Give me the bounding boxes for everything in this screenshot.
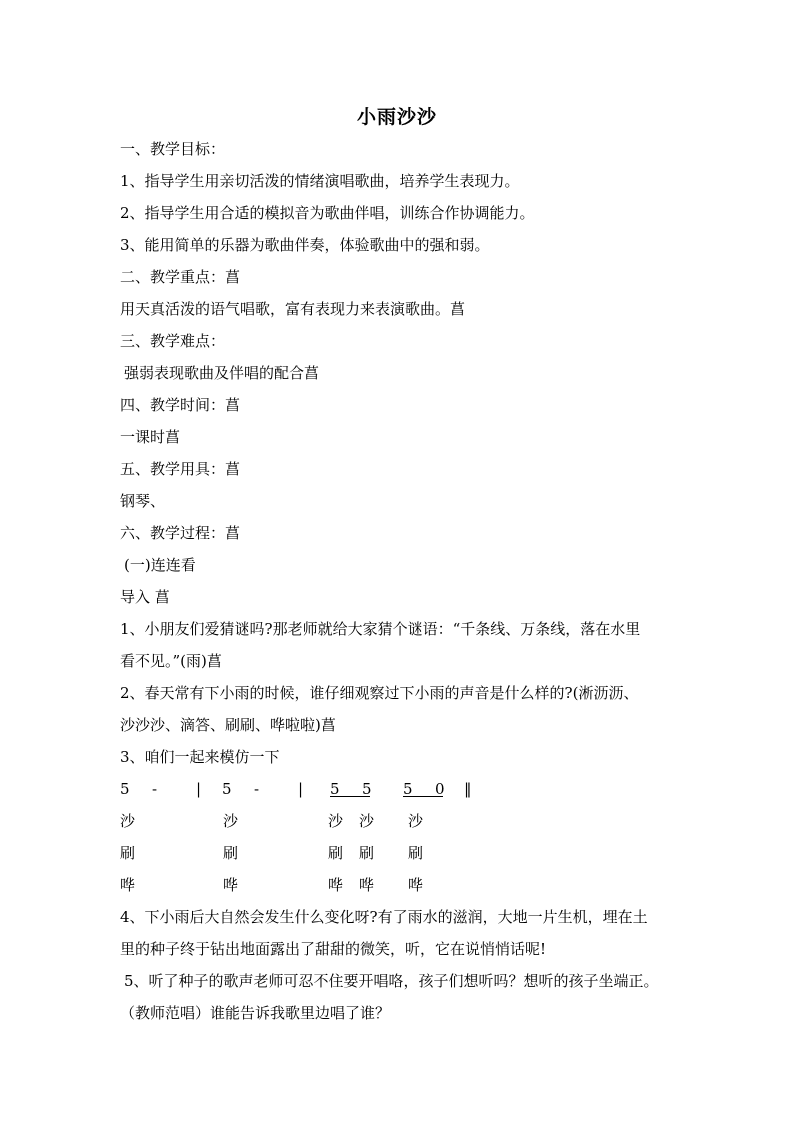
goal-item-2: 2、指导学生用合适的模拟音为歌曲伴唱，训练合作协调能力。 bbox=[120, 204, 535, 222]
lyric: 沙 bbox=[328, 812, 344, 830]
lyric: 沙 bbox=[408, 812, 424, 830]
time-text: 一课时菖 bbox=[120, 428, 181, 446]
lyric: 刷 bbox=[408, 844, 424, 862]
section-heading-process: 六、教学过程：菖 bbox=[120, 524, 241, 542]
note: 0 bbox=[435, 780, 445, 798]
goal-item-3: 3、能用简单的乐器为歌曲伴奏，体验歌曲中的强和弱。 bbox=[120, 236, 490, 254]
lyric: 哗 bbox=[408, 876, 424, 894]
note: 5 bbox=[222, 780, 232, 798]
lyric: 哗 bbox=[120, 876, 136, 894]
lyric: 沙 bbox=[359, 812, 375, 830]
lyric: 刷 bbox=[120, 844, 136, 862]
end-barline: ‖ bbox=[464, 780, 472, 798]
lyric: 哗 bbox=[328, 876, 344, 894]
goal-item-1: 1、指导学生用亲切活泼的情绪演唱歌曲，培养学生表现力。 bbox=[120, 172, 520, 190]
intro-label: 导入 菖 bbox=[120, 588, 170, 606]
process-step-2-line-2: 沙沙沙、滴答、刷刷、哗啦啦)菖 bbox=[120, 716, 336, 734]
note: - bbox=[152, 780, 158, 798]
lyric: 哗 bbox=[223, 876, 239, 894]
process-step-1-line-1: 1、小朋友们爱猜谜吗?那老师就给大家猜个谜语：“千条线、万条线，落在水里 bbox=[120, 620, 641, 638]
section-heading-tools: 五、教学用具：菖 bbox=[120, 460, 241, 478]
lyric: 刷 bbox=[223, 844, 239, 862]
tools-text: 钢琴、 bbox=[120, 492, 166, 510]
note: - bbox=[254, 780, 260, 798]
lyric-row-shua bbox=[120, 843, 680, 863]
section-heading-goals: 一、教学目标： bbox=[120, 140, 226, 158]
process-step-4-line-2: 里的种子终于钻出地面露出了甜甜的微笑，听，它在说悄悄话呢! bbox=[120, 940, 547, 958]
lyric-row-sha bbox=[120, 811, 680, 831]
barline: | bbox=[196, 780, 202, 798]
process-step-5-line-2: （教师范唱）谁能告诉我歌里边唱了谁？ bbox=[120, 1004, 391, 1022]
lyric: 刷 bbox=[328, 844, 344, 862]
lyric: 刷 bbox=[359, 844, 375, 862]
barline: | bbox=[298, 780, 304, 798]
section-heading-difficulty: 三、教学难点： bbox=[120, 332, 226, 350]
note-underlined bbox=[403, 779, 443, 797]
focus-text: 用天真活泼的语气唱歌，富有表现力来表演歌曲。菖 bbox=[120, 300, 466, 318]
note: 5 bbox=[403, 780, 413, 798]
process-step-3: 3、咱们一起来模仿一下 bbox=[120, 748, 280, 766]
section-heading-time: 四、教学时间：菖 bbox=[120, 396, 241, 414]
difficulty-text: 强弱表现歌曲及伴唱的配合菖 bbox=[124, 364, 320, 382]
process-step-5-line-1: 5、听了种子的歌声老师可忍不住要开唱咯，孩子们想听吗？想听的孩子坐端正。 bbox=[124, 972, 659, 990]
note: 5 bbox=[330, 780, 340, 798]
process-step-4-line-1: 4、下小雨后大自然会发生什么变化呀?有了雨水的滋润，大地一片生机，埋在土 bbox=[120, 908, 648, 926]
note: 5 bbox=[362, 780, 372, 798]
lyric-row-hua bbox=[120, 875, 680, 895]
section-heading-focus: 二、教学重点：菖 bbox=[120, 268, 241, 286]
lyric: 沙 bbox=[223, 812, 239, 830]
process-sub-heading: (一)连连看 bbox=[124, 556, 196, 574]
lyric: 沙 bbox=[120, 812, 136, 830]
process-step-1-line-2: 看不见。”(雨)菖 bbox=[120, 652, 222, 670]
process-step-2-line-1: 2、春天常有下小雨的时候，谁仔细观察过下小雨的声音是什么样的?(淅沥沥、 bbox=[120, 684, 639, 702]
score-notes-row bbox=[120, 779, 680, 799]
lyric: 哗 bbox=[359, 876, 375, 894]
document-title: 小雨沙沙 bbox=[356, 106, 437, 128]
note: 5 bbox=[120, 780, 130, 798]
note-underlined bbox=[330, 779, 370, 797]
